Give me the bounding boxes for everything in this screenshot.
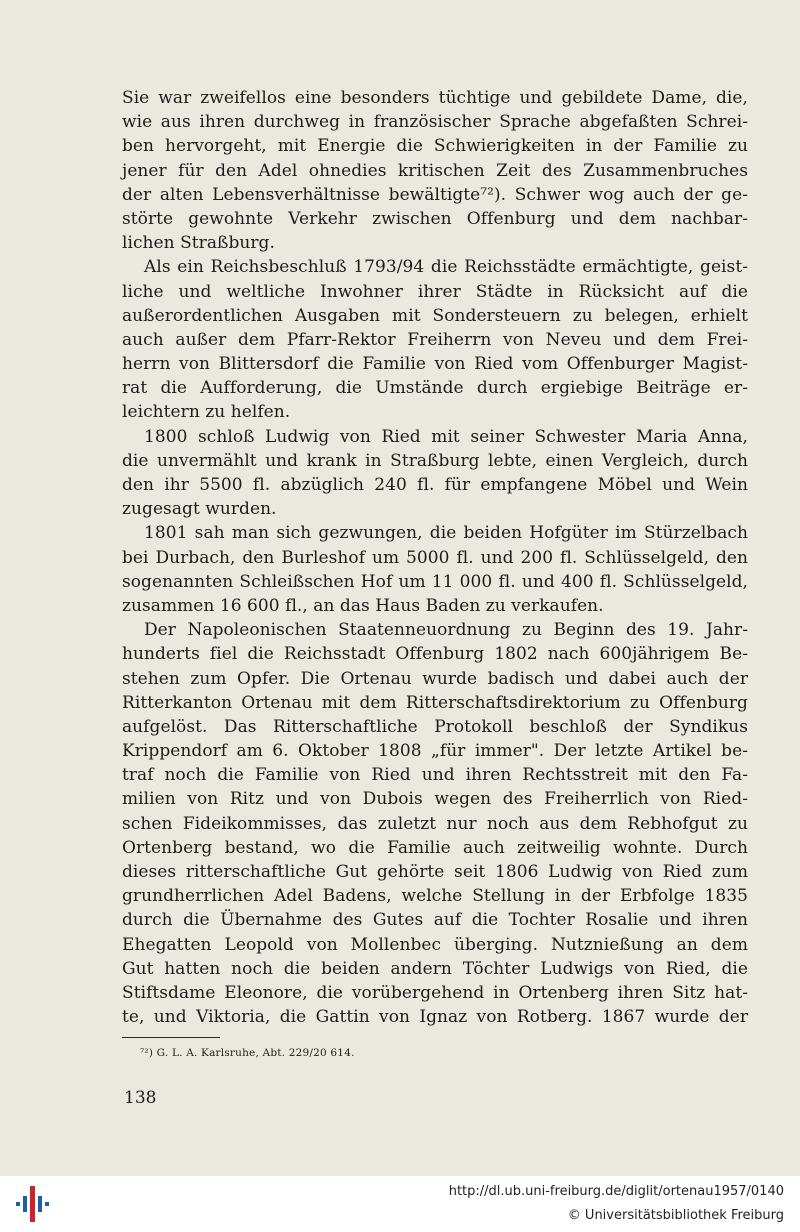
text-line: wie aus ihren durchweg in französischer Sprache abgefaßten Schrei- bbox=[122, 112, 748, 133]
text-line: te, und Viktoria, die Gattin von Ignaz von Rotberg. 1867 wurde der bbox=[122, 1007, 748, 1028]
text-line: leichtern zu helfen. bbox=[122, 402, 291, 423]
text-line: traf noch die Familie von Ried und ihren Rechtsstreit mit den Fa- bbox=[122, 765, 748, 786]
text-line: Krippendorf am 6. Oktober 1808 „für immer". Der letzte Artikel be- bbox=[122, 741, 748, 762]
text-line: der alten Lebensverhältnisse bewältigte⁷²). Schwer wog auch der ge- bbox=[122, 184, 748, 205]
footnote-divider bbox=[122, 1037, 220, 1038]
text-line: milien von Ritz und von Dubois wegen des Freiherrlich von Ried- bbox=[122, 789, 748, 810]
text-line: sogenannten Schleißschen Hof um 11 000 fl. und 400 fl. Schlüsselgeld, bbox=[122, 571, 748, 592]
copyright-notice: © Universitätsbibliothek Freiburg bbox=[567, 1208, 784, 1223]
text-line: durch die Übernahme des Gutes auf die Tochter Rosalie und ihren bbox=[122, 910, 748, 931]
text-line: herrn von Blittersdorf die Familie von Ried vom Offenburger Magist- bbox=[122, 354, 748, 375]
text-line: liche und weltliche Inwohner ihrer Städte in Rücksicht auf die bbox=[122, 281, 748, 302]
text-line: den ihr 5500 fl. abzüglich 240 fl. für empfangene Möbel und Wein bbox=[122, 475, 748, 495]
text-line: bei Durbach, den Burleshof um 5000 fl. und 200 fl. Schlüsselgeld, den bbox=[122, 547, 748, 568]
text-line: Ortenberg bestand, wo die Familie auch zeitweilig wohnte. Durch bbox=[122, 837, 748, 858]
footnote: ⁷²) G. L. A. Karlsruhe, Abt. 229/20 614. bbox=[140, 1047, 355, 1059]
text-line: 1801 sah man sich gezwungen, die beiden Hofgüter im Stürzelbach bbox=[144, 523, 748, 544]
text-line: Ehegatten Leopold von Mollenbec überging. Nutznießung an dem bbox=[122, 934, 748, 955]
source-url-link[interactable]: http://dl.ub.uni-freiburg.de/diglit/ortenau1957/0140 bbox=[448, 1184, 784, 1199]
text-line: aufgelöst. Das Ritterschaftliche Protokoll beschloß der Syndikus bbox=[122, 716, 748, 737]
text-line: lichen Straßburg. bbox=[122, 233, 275, 254]
text-line: Gut hatten noch die beiden andern Töchter Ludwigs von Ried, die bbox=[122, 958, 748, 979]
text-line: stehen zum Opfer. Die Ortenau wurde badisch und dabei auch der bbox=[122, 668, 748, 689]
text-line: Als ein Reichsbeschluß 1793/94 die Reichsstädte ermächtigte, geist- bbox=[144, 257, 748, 278]
text-line: Sie war zweifellos eine besonders tüchtige und gebildete Dame, die, bbox=[122, 88, 748, 108]
text-line: grundherrlichen Adel Badens, welche Stellung in der Erbfolge 1835 bbox=[122, 886, 748, 907]
text-line: rat die Aufforderung, die Umstände durch ergiebige Beiträge er- bbox=[122, 378, 748, 399]
body-text bbox=[122, 86, 748, 1029]
text-line: Ritterkanton Ortenau mit dem Ritterschaftsdirektorium zu Offenburg bbox=[122, 692, 748, 713]
text-line: ben hervorgeht, mit Energie die Schwierigkeiten in der Familie zu bbox=[122, 136, 748, 157]
text-line: schen Fideikommisses, das zuletzt nur noch aus dem Rebhofgut zu bbox=[122, 813, 748, 834]
library-footer bbox=[0, 1176, 800, 1232]
page-number: 138 bbox=[124, 1088, 157, 1108]
university-library-logo-icon bbox=[14, 1182, 54, 1226]
text-line: zusammen 16 600 fl., an das Haus Baden zu verkaufen. bbox=[122, 595, 604, 616]
text-line: störte gewohnte Verkehr zwischen Offenburg und dem nachbar- bbox=[122, 208, 748, 229]
text-line: Stiftsdame Eleonore, die vorübergehend in Ortenberg ihren Sitz hat- bbox=[122, 982, 748, 1003]
text-line: dieses ritterschaftliche Gut gehörte seit 1806 Ludwig von Ried zum bbox=[122, 862, 748, 882]
text-line: jener für den Adel ohnedies kritischen Zeit des Zusammenbruches bbox=[122, 160, 748, 181]
text-line: außerordentlichen Ausgaben mit Sondersteuern zu belegen, erhielt bbox=[122, 305, 748, 326]
text-line: hunderts fiel die Reichsstadt Offenburg 1802 nach 600jährigem Be- bbox=[122, 644, 748, 665]
text-line: auch außer dem Pfarr-Rektor Freiherrn von Neveu und dem Frei- bbox=[122, 329, 748, 350]
text-line: 1800 schloß Ludwig von Ried mit seiner Schwester Maria Anna, bbox=[144, 426, 748, 447]
text-line: die unvermählt und krank in Straßburg lebte, einen Vergleich, durch bbox=[122, 450, 748, 471]
text-line: Der Napoleonischen Staatenneuordnung zu Beginn des 19. Jahr- bbox=[144, 620, 748, 641]
text-line: zugesagt wurden. bbox=[122, 499, 277, 520]
